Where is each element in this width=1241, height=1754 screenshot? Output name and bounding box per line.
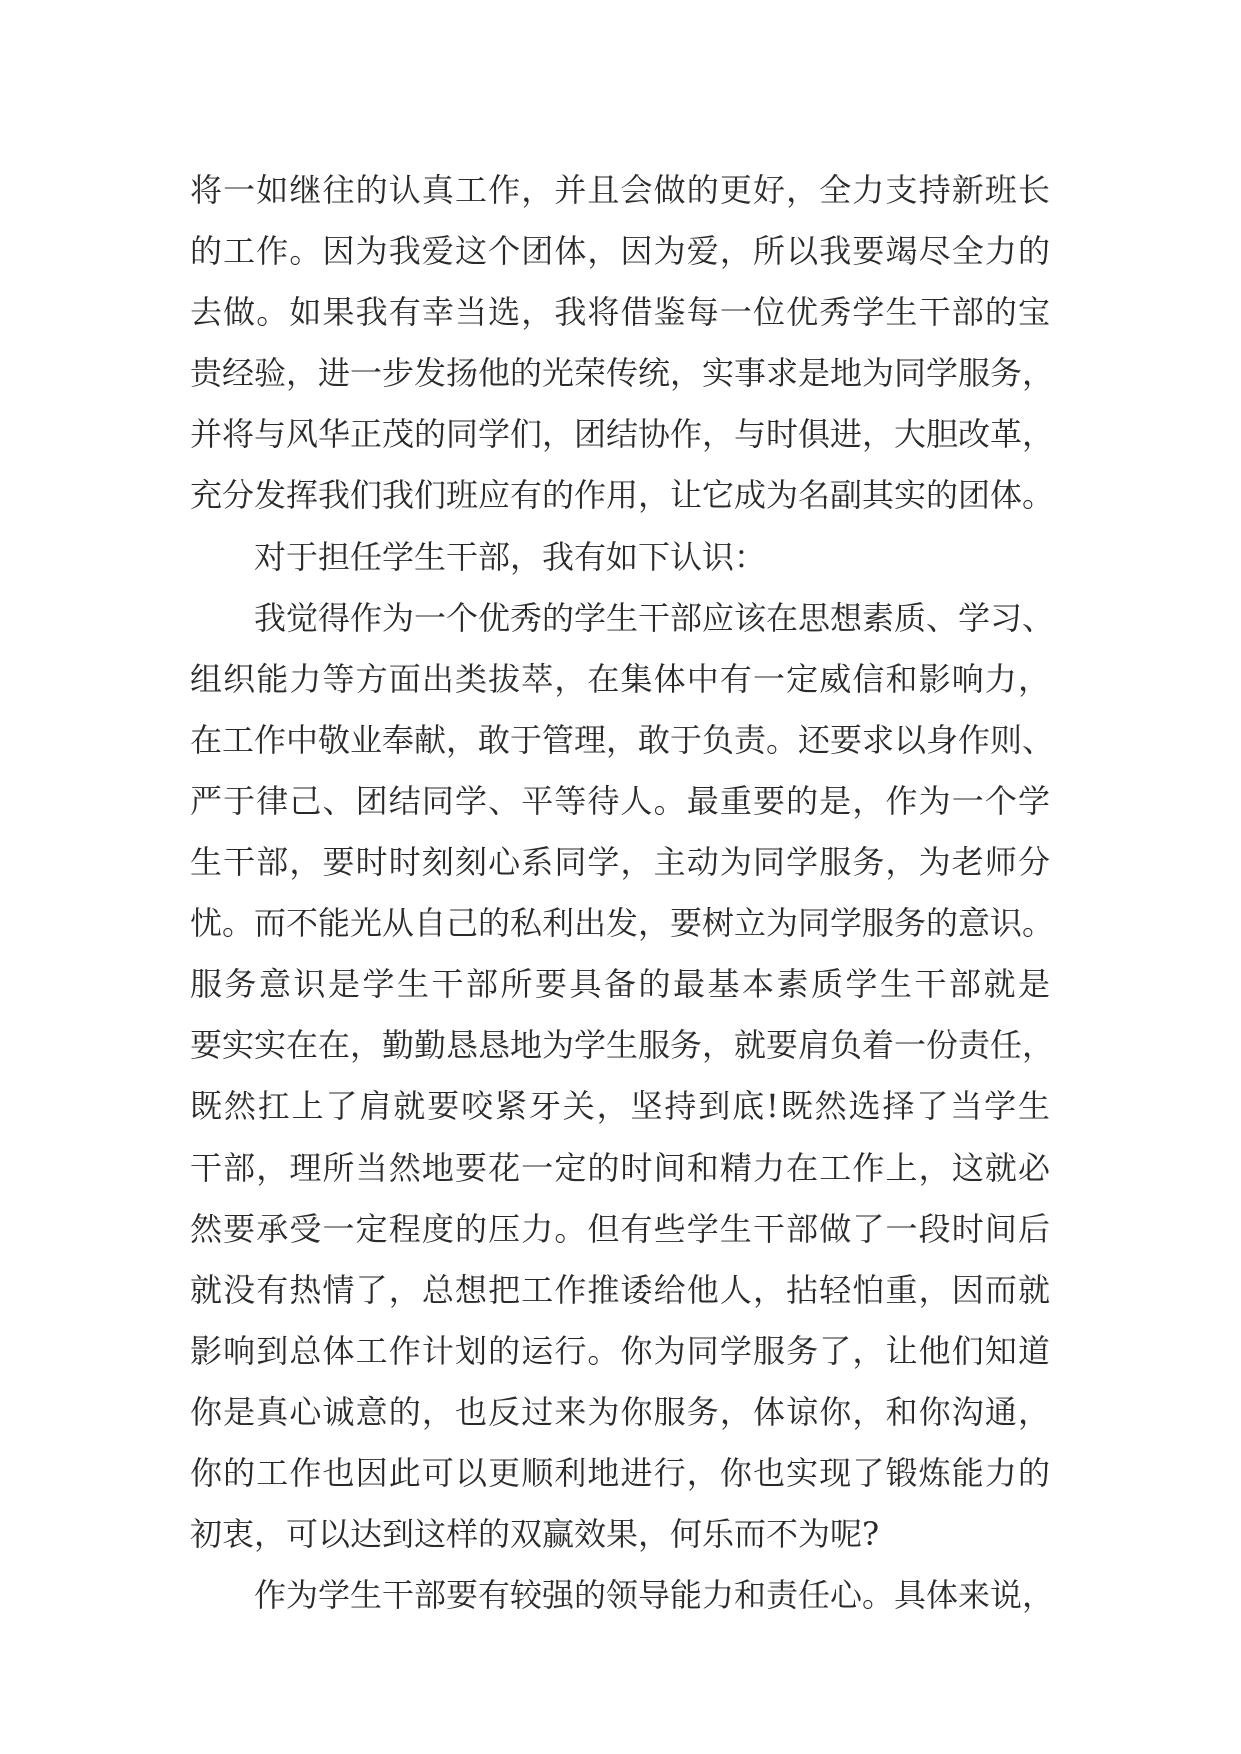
- document-body: [190, 160, 1055, 1626]
- text-line: 干部，理所当然地要花一定的时间和精力在工作上，这就必: [190, 1148, 1050, 1187]
- text-line: 影响到总体工作计划的运行。你为同学服务了，让他们知道: [190, 1331, 1050, 1370]
- text-line: 的工作。因为我爱这个团体，因为爱，所以我要竭尽全力的: [190, 232, 1050, 271]
- paragraph-start-line: 作为学生干部要有较强的领导能力和责任心。具体来说，: [254, 1576, 1055, 1615]
- text-line: 你的工作也因此可以更顺利地进行，你也实现了锻炼能力的: [190, 1453, 1050, 1492]
- text-line: 生干部，要时时刻刻心系同学，主动为同学服务，为老师分: [190, 843, 1050, 882]
- text-line: 既然扛上了肩就要咬紧牙关，坚持到底!既然选择了当学生: [190, 1087, 1050, 1126]
- text-line: 然要承受一定程度的压力。但有些学生干部做了一段时间后: [190, 1209, 1050, 1248]
- paragraph-start-line: 对于担任学生干部，我有如下认识：: [254, 537, 767, 576]
- text-line: 组织能力等方面出类拔萃，在集体中有一定威信和影响力，: [190, 659, 1050, 698]
- text-line: 服务意识是学生干部所要具备的最基本素质学生干部就是: [190, 965, 1050, 1004]
- text-line: 严于律己、团结同学、平等待人。最重要的是，作为一个学: [190, 781, 1050, 820]
- text-line: 初衷，可以达到这样的双赢效果，何乐而不为呢?: [190, 1515, 880, 1554]
- text-line: 贵经验，进一步发扬他的光荣传统，实事求是地为同学服务，: [190, 354, 1055, 393]
- text-line: 你是真心诚意的，也反过来为你服务，体谅你，和你沟通，: [190, 1392, 1050, 1431]
- text-line: 去做。如果我有幸当选，我将借鉴每一位优秀学生干部的宝: [190, 293, 1050, 332]
- text-line: 将一如继往的认真工作，并且会做的更好，全力支持新班长: [190, 171, 1050, 209]
- text-line: 在工作中敬业奉献，敢于管理，敢于负责。还要求以身作则、: [190, 720, 1055, 759]
- text-line: 充分发挥我们我们班应有的作用，让它成为名副其实的团体。: [190, 476, 1055, 515]
- paragraph-start-line: 我觉得作为一个优秀的学生干部应该在思想素质、学习、: [254, 598, 1055, 637]
- text-line: 要实实在在，勤勤恳恳地为学生服务，就要肩负着一份责任，: [190, 1026, 1055, 1065]
- text-line: 忧。而不能光从自己的私利出发，要树立为同学服务的意识。: [190, 904, 1055, 943]
- text-line: 并将与风华正茂的同学们，团结协作，与时俱进，大胆改革，: [190, 415, 1055, 454]
- text-line: 就没有热情了，总想把工作推诿给他人，拈轻怕重，因而就: [190, 1270, 1050, 1309]
